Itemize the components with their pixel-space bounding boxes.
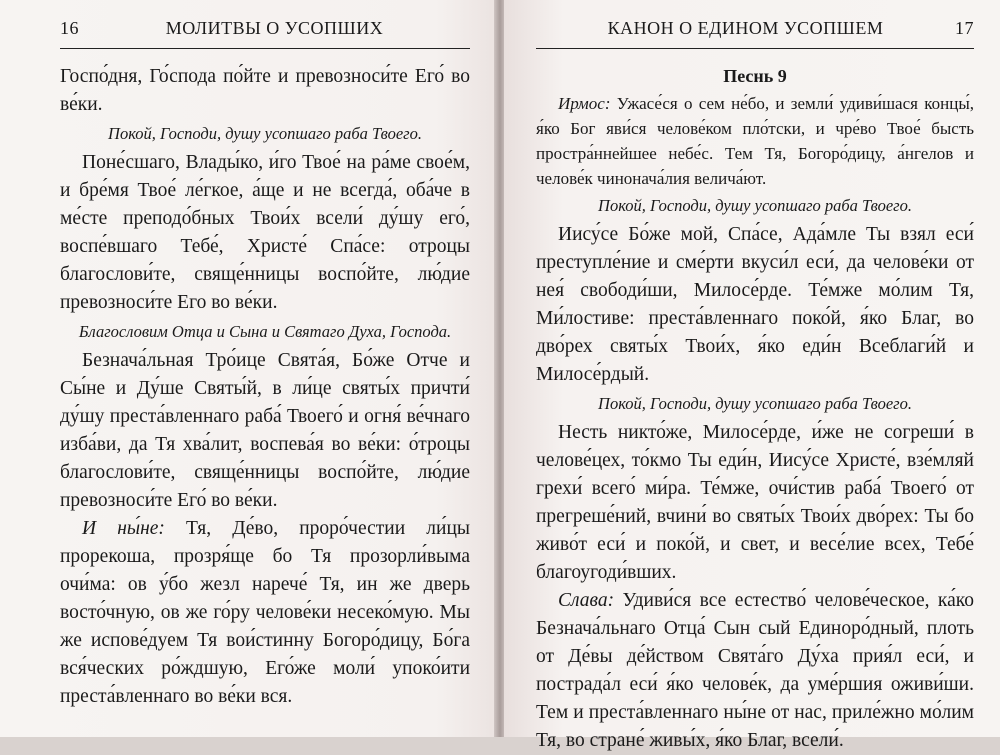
- running-title: МОЛИТВЫ О УСОПШИХ: [165, 18, 384, 38]
- refrain: Благословим Отца и Сына и Святаго Духа, Господа.: [78, 322, 452, 341]
- irmos-lead: Ирмос:: [558, 94, 611, 113]
- paragraph: Иису́се Бо́же мой, Спа́се, Ада́мле Ты взял еси́ преступле́ние и сме́рти вкуси́л еси́, да челове́ки от нея́ свободи́ши, Милосе́рде. Те́мже мо́лим Тя, Ми́лостиве: преста́вленнаго поко́й, я́ко Благ, во дво́рех святы́х Твои́х, я́ко еди́н Всеблаги́й и Милосе́рдый.: [536, 224, 974, 385]
- right-page-header: [536, 18, 974, 49]
- paragraph: Безнача́льная Тро́ице Свята́я, Бо́же Отче и Сы́не и Ду́ше Святы́й, в ли́це святы́х причти́ ду́шу преста́вленнаго раба́ Твоего́ и огня́ ве́чнаго изба́ви, да Тя хва́лит, воспева́я во ве́ки: о́троцы благослови́те, свяще́нницы воспо́йте, лю́дие превозноси́те Его́ во ве́ки.: [60, 350, 470, 511]
- left-page-header: [60, 18, 470, 49]
- page-number: 16: [60, 18, 79, 38]
- left-page: [0, 0, 496, 737]
- running-title: КАНОН О ЕДИНОМ УСОПШЕМ: [607, 18, 884, 38]
- refrain: Покой, Господи, душу усопшаго раба Твоего.: [598, 394, 912, 413]
- paragraph: [60, 515, 470, 711]
- refrain: Покой, Господи, душу усопшаго раба Твоего.: [108, 124, 422, 143]
- paragraph: [536, 587, 974, 755]
- paragraph: Несть никто́же, Милосе́рде, и́же не согреши́ в челове́цех, то́кмо Ты еди́н, Иису́се Христе́, взе́мляй грехи́ всего́ ми́ра. Те́мже, очи́стив раба́ Твоего́ от прегреше́ний, вчини́ во святы́х Твои́х дво́рех: Ты бо живо́т еси́ и поко́й, и свет, и весе́лие всех, Тебе́ благоугоди́вших.: [536, 422, 974, 583]
- paragraph: Поне́сшаго, Влады́ко, и́го Твое́ на ра́ме свое́м, и бре́мя Твое́ ле́гкое, а́ще и не всегда́, оба́че в ме́сте преподо́бных Твои́х всели́ ду́шу его́, воспе́вшаго Тебе́, Христе́ Спа́се: отроцы благослови́те, свяще́нницы воспо́йте, лю́дие превозноси́те Его во ве́ки.: [60, 152, 470, 313]
- right-page-text: [536, 63, 974, 755]
- paragraph: Госпо́дня, Го́спода по́йте и превозноси́те Его́ во ве́ки.: [60, 66, 470, 115]
- song-title: Песнь 9: [723, 66, 787, 86]
- paragraph-text: Удиви́ся все естество́ челове́ческое, ка́ко Безнача́льнаго Отца́ Сын сый Единоро́дный, плоть от Де́вы де́йством Свята́го Ду́ха прия́л еси́, и пострада́л еси́ я́ко челове́к, да уме́ршия оживи́ши. Тем и преста́вленнаго ны́не от нас, приле́жно мо́лим Тя, во стране́ живы́х, я́ко Благ, всели́.: [536, 590, 974, 751]
- refrain: Покой, Господи, душу усопшаго раба Твоего.: [598, 196, 912, 215]
- paragraph-lead: И ны́не:: [82, 518, 165, 539]
- left-page-text: [60, 63, 470, 711]
- irmos: [536, 91, 974, 191]
- irmos-text: Ужасе́ся о сем не́бо, и земли́ удиви́шася концы́, я́ко Бог яви́ся челове́ком пло́тски, и чре́во Твое́ бысть простра́ннейшее небе́с. Тем Тя, Богоро́дицу, а́нгелов и челове́к чинонача́лия велича́ют.: [536, 94, 974, 188]
- paragraph-lead: Слава:: [558, 590, 615, 611]
- right-page: [504, 0, 1000, 751]
- paragraph-text: Тя, Де́во, проро́честии ли́цы прорекоша, прозря́ще бо Тя прозорли́выма очи́ма: ов у́бо жезл нарече́ Тя, ин же дверь восто́чную, ов же го́ру челове́ки несеко́мую. Мы же испове́дуем Тя вои́стинну Богоро́дицу, Бо́га вся́ческих ро́ждшую, Его́же моли́ упоко́ити преста́вленнаго во ве́ки вся.: [60, 518, 470, 707]
- page-number: 17: [955, 18, 974, 38]
